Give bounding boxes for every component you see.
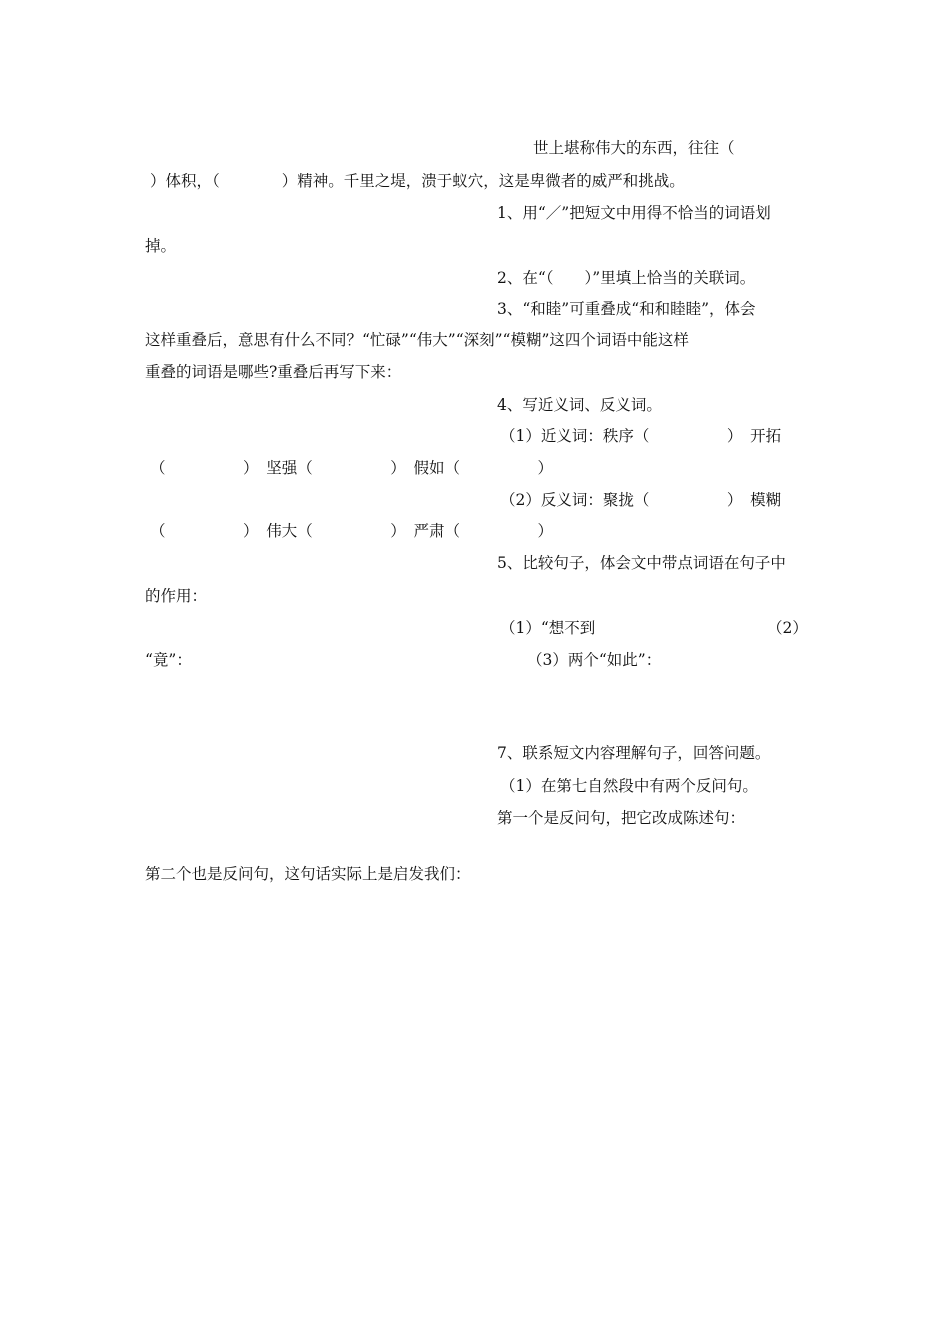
text-line: 2、在“（ ）”里填上恰当的关联词。 [497,269,756,287]
text-line: （1）“想不到 [500,619,596,637]
text-line: （1）在第七自然段中有两个反问句。 [500,777,758,795]
text-line: （2）反义词：聚拢（ ） 模糊 [500,491,782,509]
text-line: 3、“和睦”可重叠成“和和睦睦”，体会 [497,300,756,318]
text-line: 世上堪称伟大的东西，往往（ [533,139,735,157]
text-line: 的作用： [145,587,208,605]
text-line: 第二个也是反问句，这句话实际上是启发我们： [145,865,471,883]
text-line: ）体积，（ ）精神。千里之堤，溃于蚁穴，这是卑微者的威严和挑战。 [150,172,685,190]
text-line: 5、比较句子，体会文中带点词语在句子中 [497,554,786,572]
text-line: 4、写近义词、反义词。 [497,396,662,414]
text-line: 重叠的词语是哪些?重叠后再写下来： [145,363,402,381]
text-line: “竟”： [145,651,192,669]
text-line: 第一个是反问句，把它改成陈述句： [497,809,746,827]
text-line: 1、用“／”把短文中用得不恰当的词语划 [497,204,771,222]
text-line: （3）两个“如此”： [527,651,662,669]
text-line: 掉。 [145,237,177,255]
text-line: （ ） 伟大（ ） 严肃（ ） [150,522,554,540]
text-line: 这样重叠后，意思有什么不同？“忙碌”“伟大”“深刻”“模糊”这四个词语中能这样 [145,331,689,349]
text-line: （1）近义词：秩序（ ） 开拓 [500,427,782,445]
text-line: （ ） 坚强（ ） 假如（ ） [150,459,554,477]
text-line: 7、联系短文内容理解句子，回答问题。 [497,744,771,762]
text-line: （2） [767,619,808,637]
